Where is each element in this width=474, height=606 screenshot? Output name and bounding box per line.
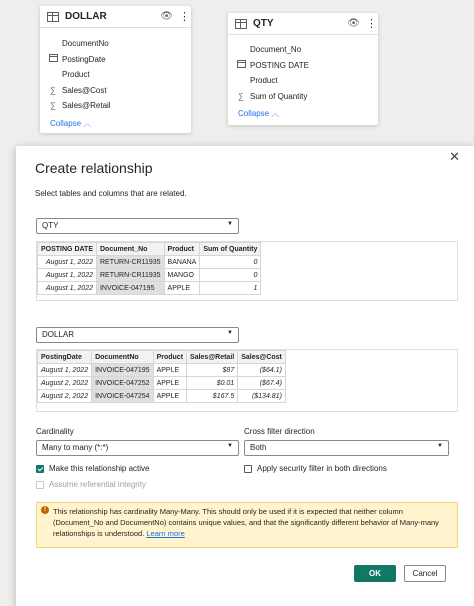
field-label: Sales@Retail [62,101,111,111]
table1-preview [36,241,458,301]
referential-integrity-checkbox: Assume referential integrity [36,480,146,489]
dialog-subtitle: Select tables and columns that are related. [35,189,187,198]
card-header [40,6,191,28]
column-header[interactable]: PostingDate [38,351,92,364]
table-card-dollar[interactable] [40,6,191,133]
active-checkbox[interactable]: Make this relationship active [36,464,150,473]
card-title: QTY [253,18,274,29]
crossfilter-select[interactable]: Both ▼ [244,440,449,456]
field-postingdate[interactable] [40,52,191,68]
cell: APPLE [164,282,200,295]
sigma-icon: ∑ [50,101,56,111]
field-documentno[interactable] [40,36,191,52]
cardinality-label: Cardinality [36,427,74,436]
chevron-down-icon: ▼ [227,330,233,336]
cell: August 1, 2022 [38,364,92,377]
table2-select[interactable]: DOLLAR ▼ [36,327,239,343]
column-header[interactable]: Sales@Cost [238,351,286,364]
checkbox-checked-icon [36,465,44,473]
cell: ($134.81) [238,390,286,403]
cell: $87 [187,364,238,377]
chevron-up-icon: ︿ [271,109,280,118]
table-row [38,256,261,269]
cell: INVOICE-047195 [92,364,153,377]
table-card-qty[interactable] [228,13,378,125]
calendar-icon [47,54,59,64]
cell: August 2, 2022 [38,390,92,403]
checkbox-icon [244,465,252,473]
table-row [38,282,261,295]
cell: INVOICE-047195 [96,282,164,295]
cell: RETURN-CR11935 [96,269,164,282]
cardinality-warning: ! This relationship has cardinality Many-Many. This should only be used if it is expected that neither column (Document_No and DocumentNo) contains unique values, and that the significantly different behavior of Many-many relationships is understood. Learn more [36,502,458,548]
collapse-link[interactable]: Collapse ︿ [238,109,280,118]
cell: APPLE [153,390,186,403]
column-header[interactable]: Product [153,351,186,364]
cell: 1 [200,282,261,295]
chevron-down-icon: ▼ [227,443,233,449]
column-header[interactable]: DocumentNo [92,351,153,364]
chevron-down-icon: ▼ [227,221,233,227]
eye-icon[interactable]: 👁 [160,11,173,22]
checkbox-icon [36,481,44,489]
cell: INVOICE-047252 [92,377,153,390]
column-header[interactable]: Product [164,243,200,256]
cell: August 1, 2022 [38,256,97,269]
security-filter-checkbox[interactable]: Apply security filter in both directions [244,464,387,473]
card-title: DOLLAR [65,11,107,22]
field-posting-date[interactable] [228,58,378,74]
column-header[interactable]: Sales@Retail [187,351,238,364]
table-header-row [38,351,286,364]
field-sales-retail[interactable] [40,98,191,114]
column-header[interactable]: Document_No [96,243,164,256]
table-row [38,269,261,282]
crossfilter-label: Cross filter direction [244,427,315,436]
field-sum-of-quantity[interactable] [228,89,378,105]
collapse-link[interactable]: Collapse ︿ [50,118,92,128]
field-label: Sales@Cost [62,85,107,95]
table-icon [235,19,247,29]
table-icon [47,12,59,22]
calendar-icon [235,60,247,70]
chevron-up-icon: ︿ [83,118,92,128]
warning-icon: ! [41,506,49,514]
table1-grid [37,242,261,295]
table1-select[interactable]: QTY ▼ [36,218,239,234]
cell: $0.01 [187,377,238,390]
field-product[interactable] [228,73,378,89]
cell: BANANA [164,256,200,269]
field-label: PostingDate [62,54,106,64]
table-header-row [38,243,261,256]
ok-button[interactable]: OK [354,565,396,582]
close-icon[interactable]: ✕ [449,149,460,164]
sigma-icon: ∑ [238,91,244,101]
cell: August 1, 2022 [38,282,97,295]
cell: 0 [200,269,261,282]
cardinality-select[interactable]: Many to many (*:*) ▼ [36,440,239,456]
cell: ($67.4) [238,377,286,390]
chevron-down-icon: ▼ [437,443,443,449]
cell: August 1, 2022 [38,269,97,282]
field-label: POSTING DATE [250,60,309,70]
learn-more-link[interactable]: Learn more [146,529,185,538]
column-header[interactable]: Sum of Quantity [200,243,261,256]
table2-grid [37,350,286,403]
cell: August 2, 2022 [38,377,92,390]
table2-preview [36,349,458,412]
field-label: Sum of Quantity [250,91,308,101]
field-product[interactable] [40,67,191,83]
cell: APPLE [153,364,186,377]
field-sales-cost[interactable] [40,83,191,99]
more-options-icon[interactable]: ⋮ [366,18,376,30]
table-row [38,377,286,390]
eye-icon[interactable]: 👁 [347,18,360,29]
sigma-icon: ∑ [50,85,56,95]
card-header [228,13,378,35]
field-label: Document_No [250,45,302,55]
cell: MANGO [164,269,200,282]
cell: $167.5 [187,390,238,403]
cell: 0 [200,256,261,269]
field-label: DocumentNo [62,39,109,49]
table-row [38,364,286,377]
cell: RETURN-CR11935 [96,256,164,269]
field-label: Product [62,70,90,80]
cell: ($64.1) [238,364,286,377]
more-options-icon[interactable]: ⋮ [179,11,189,23]
cell: INVOICE-047254 [92,390,153,403]
field-label: Product [250,76,278,86]
table-row [38,390,286,403]
create-relationship-dialog [16,146,474,606]
dialog-title: Create relationship [35,160,153,176]
cancel-button[interactable]: Cancel [404,565,446,582]
field-document-no[interactable] [228,42,378,58]
cell: APPLE [153,377,186,390]
column-header[interactable]: POSTING DATE [38,243,97,256]
